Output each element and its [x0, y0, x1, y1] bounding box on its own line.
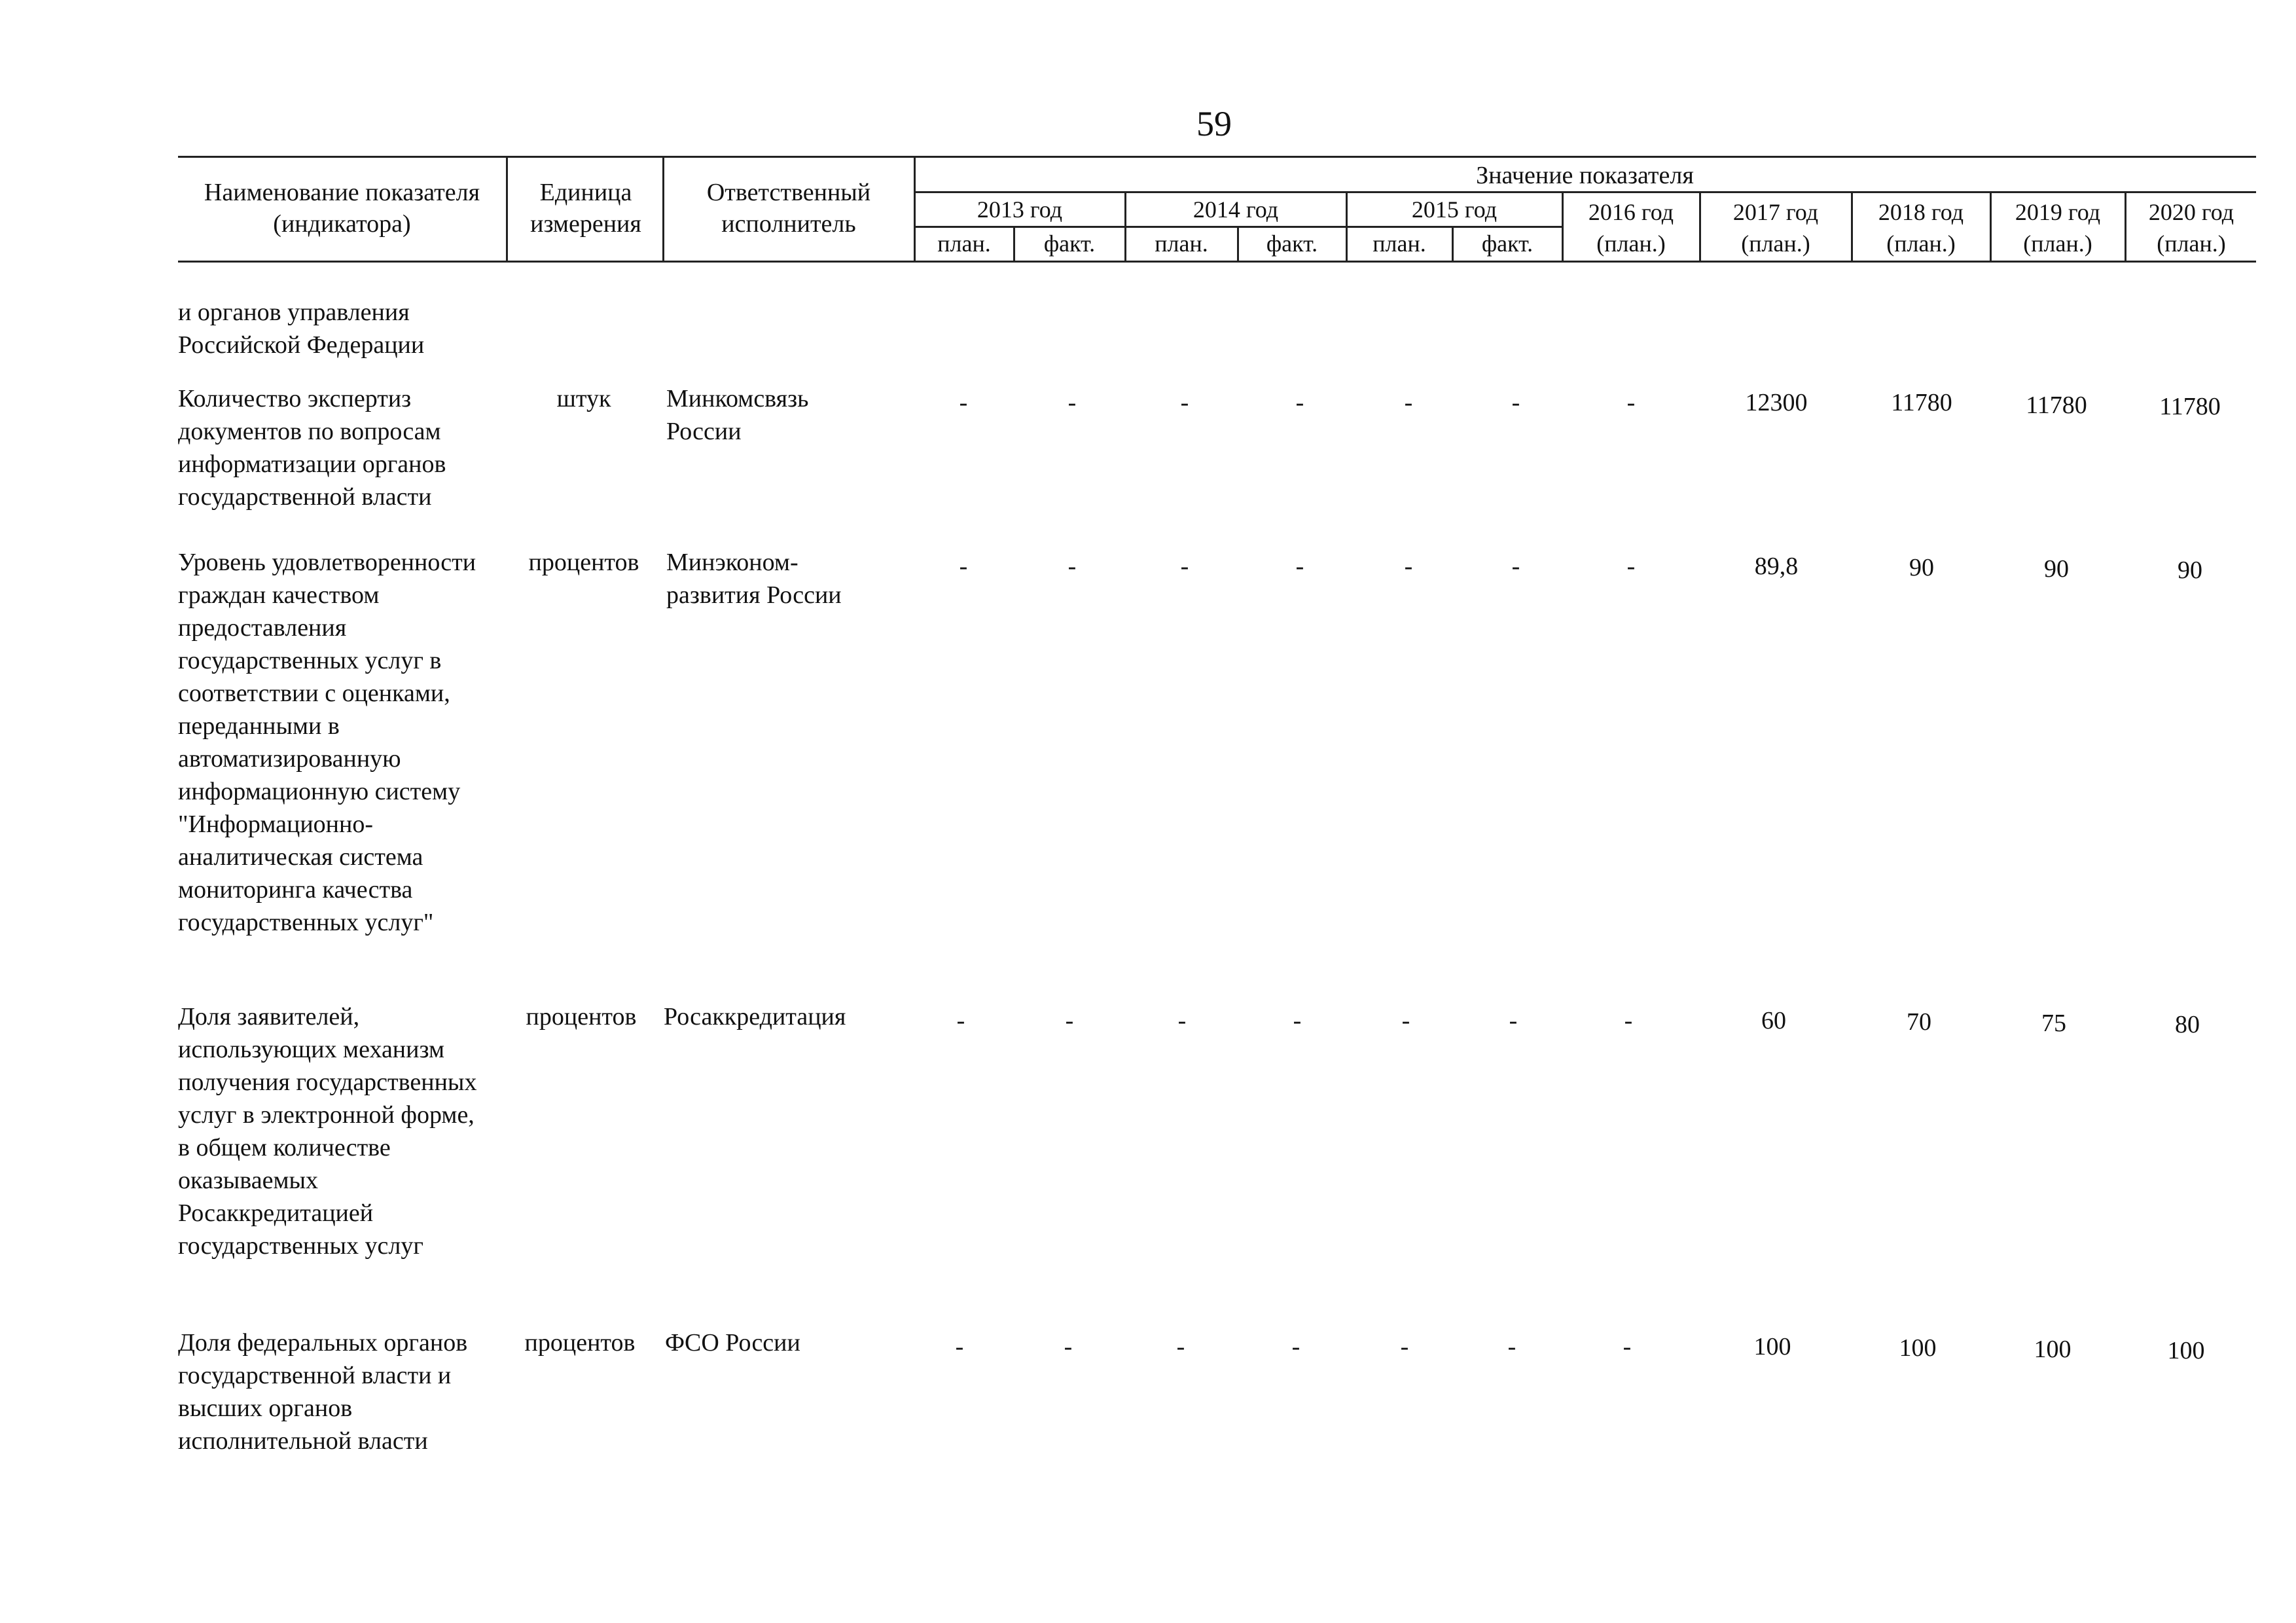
cell-2019: 90 [2044, 555, 2069, 583]
col-sep [1452, 226, 1454, 261]
cell-2017: 100 [1753, 1333, 1791, 1360]
col-sep [1124, 191, 1126, 261]
cell-2014-plan: - [1180, 553, 1189, 580]
header-bottom-rule [178, 261, 2256, 263]
plan-note-2018: (план.) [1886, 230, 1956, 257]
plan-2014: план. [1155, 230, 1208, 257]
cell-2015-fact: - [1511, 389, 1520, 416]
cell-2019: 100 [2034, 1336, 2072, 1363]
cell-2017: 12300 [1745, 389, 1808, 416]
col-sep [1990, 191, 1992, 261]
cell-2015-plan: - [1400, 1333, 1409, 1360]
year-2017: 2017 год [1732, 199, 1819, 225]
header-name: Наименование показателя (индикатора) [204, 179, 480, 238]
row-responsible: ФСО России [665, 1329, 800, 1357]
header-value: Значение показателя [1476, 162, 1694, 189]
cell-2020: 100 [2167, 1337, 2205, 1364]
cell-2016: - [1626, 553, 1636, 580]
cell-2020: 11780 [2159, 393, 2221, 420]
plan-2015: план. [1372, 230, 1426, 257]
page-number: 59 [1196, 104, 1232, 143]
col-sep [1851, 191, 1853, 261]
cell-2013-fact: - [1067, 553, 1077, 580]
year-2013: 2013 год [977, 196, 1063, 223]
year-2019: 2019 год [2015, 199, 2101, 225]
cell-2015-plan: - [1404, 389, 1413, 416]
row-responsible: Росаккредитация [664, 1003, 846, 1030]
row-name: Доля заявителей, использующих механизм получения государственных услуг в электронной форме, в общем количестве оказываемых Росаккредитацией государственных услуг [178, 1003, 477, 1260]
row-name: и органов управления Российской Федерации [178, 299, 425, 359]
cell-2016: - [1624, 1007, 1633, 1034]
year-2014: 2014 год [1193, 196, 1279, 223]
plan-2013: план. [937, 230, 991, 257]
cell-2014-fact: - [1293, 1007, 1302, 1034]
col-sep [2125, 191, 2126, 261]
col-sep [662, 156, 664, 261]
col-sep [1346, 191, 1348, 261]
value-group-rule [914, 191, 2256, 193]
cell-2015-fact: - [1507, 1333, 1516, 1360]
cell-2015-plan: - [1401, 1007, 1410, 1034]
cell-2017: 60 [1761, 1007, 1786, 1034]
cell-2015-plan: - [1404, 553, 1413, 580]
cell-2013-plan: - [959, 553, 968, 580]
row-unit: процентов [524, 1329, 636, 1357]
cell-2013-fact: - [1065, 1007, 1074, 1034]
col-sep [1562, 191, 1564, 261]
cell-2014-plan: - [1180, 389, 1189, 416]
year-2015: 2015 год [1411, 196, 1498, 223]
col-sep [1013, 226, 1015, 261]
cell-2013-plan: - [955, 1333, 964, 1360]
year-2020: 2020 год [2148, 199, 2234, 225]
fact-2015: факт. [1481, 230, 1534, 257]
cell-2018: 70 [1907, 1008, 1931, 1036]
row-name: Уровень удовлетворенности граждан качеством предоставления государственных услуг в соответствии с оценками, переданными в автоматизированную информационную систему "Информационно-аналитическая система мониторинга качества государственных услуг" [178, 549, 476, 936]
col-sep [1699, 191, 1701, 261]
cell-2014-fact: - [1291, 1333, 1300, 1360]
cell-2015-fact: - [1509, 1007, 1518, 1034]
col-sep [1237, 226, 1239, 261]
cell-2014-plan: - [1177, 1007, 1187, 1034]
cell-2017: 89,8 [1754, 553, 1799, 580]
plan-note-2019: (план.) [2023, 230, 2092, 257]
fact-2013: факт. [1043, 230, 1096, 257]
cell-2020: 80 [2175, 1011, 2200, 1038]
row-unit: штук [556, 385, 611, 412]
cell-2018: 90 [1909, 554, 1934, 581]
cell-2018: 100 [1899, 1334, 1937, 1362]
row-responsible: Минкомсвязь России [666, 385, 809, 445]
year-2016: 2016 год [1588, 199, 1674, 225]
cell-2014-fact: - [1295, 389, 1304, 416]
cell-2014-fact: - [1295, 553, 1304, 580]
cell-2015-fact: - [1511, 553, 1520, 580]
header-unit: Единица измерения [530, 179, 641, 238]
row-name: Доля федеральных органов государственной власти и высших органов исполнительной власти [178, 1329, 468, 1455]
cell-2019: 11780 [2026, 392, 2087, 419]
col-sep [506, 156, 508, 261]
cell-2014-plan: - [1176, 1333, 1185, 1360]
fact-2014: факт. [1266, 230, 1318, 257]
cell-2019: 75 [2041, 1010, 2066, 1037]
plan-note-2020: (план.) [2157, 230, 2226, 257]
cell-2013-fact: - [1067, 389, 1077, 416]
cell-2020: 90 [2178, 556, 2202, 584]
row-name: Количество экспертиз документов по вопросам информатизации органов государственной власти [178, 385, 446, 511]
row-unit: процентов [528, 549, 639, 576]
plan-note-2017: (план.) [1741, 230, 1810, 257]
cell-2016: - [1626, 389, 1636, 416]
cell-2018: 11780 [1891, 389, 1952, 416]
row-responsible: Минэконом-развития России [666, 549, 842, 609]
year-2018: 2018 год [1878, 199, 1964, 225]
cell-2013-fact: - [1064, 1333, 1073, 1360]
header-responsible: Ответственный исполнитель [706, 179, 871, 238]
cell-2013-plan: - [956, 1007, 965, 1034]
plan-note-2016: (план.) [1596, 230, 1666, 257]
cell-2016: - [1623, 1333, 1632, 1360]
cell-2013-plan: - [959, 389, 968, 416]
row-unit: процентов [526, 1003, 637, 1030]
header-top-rule [178, 156, 2256, 158]
